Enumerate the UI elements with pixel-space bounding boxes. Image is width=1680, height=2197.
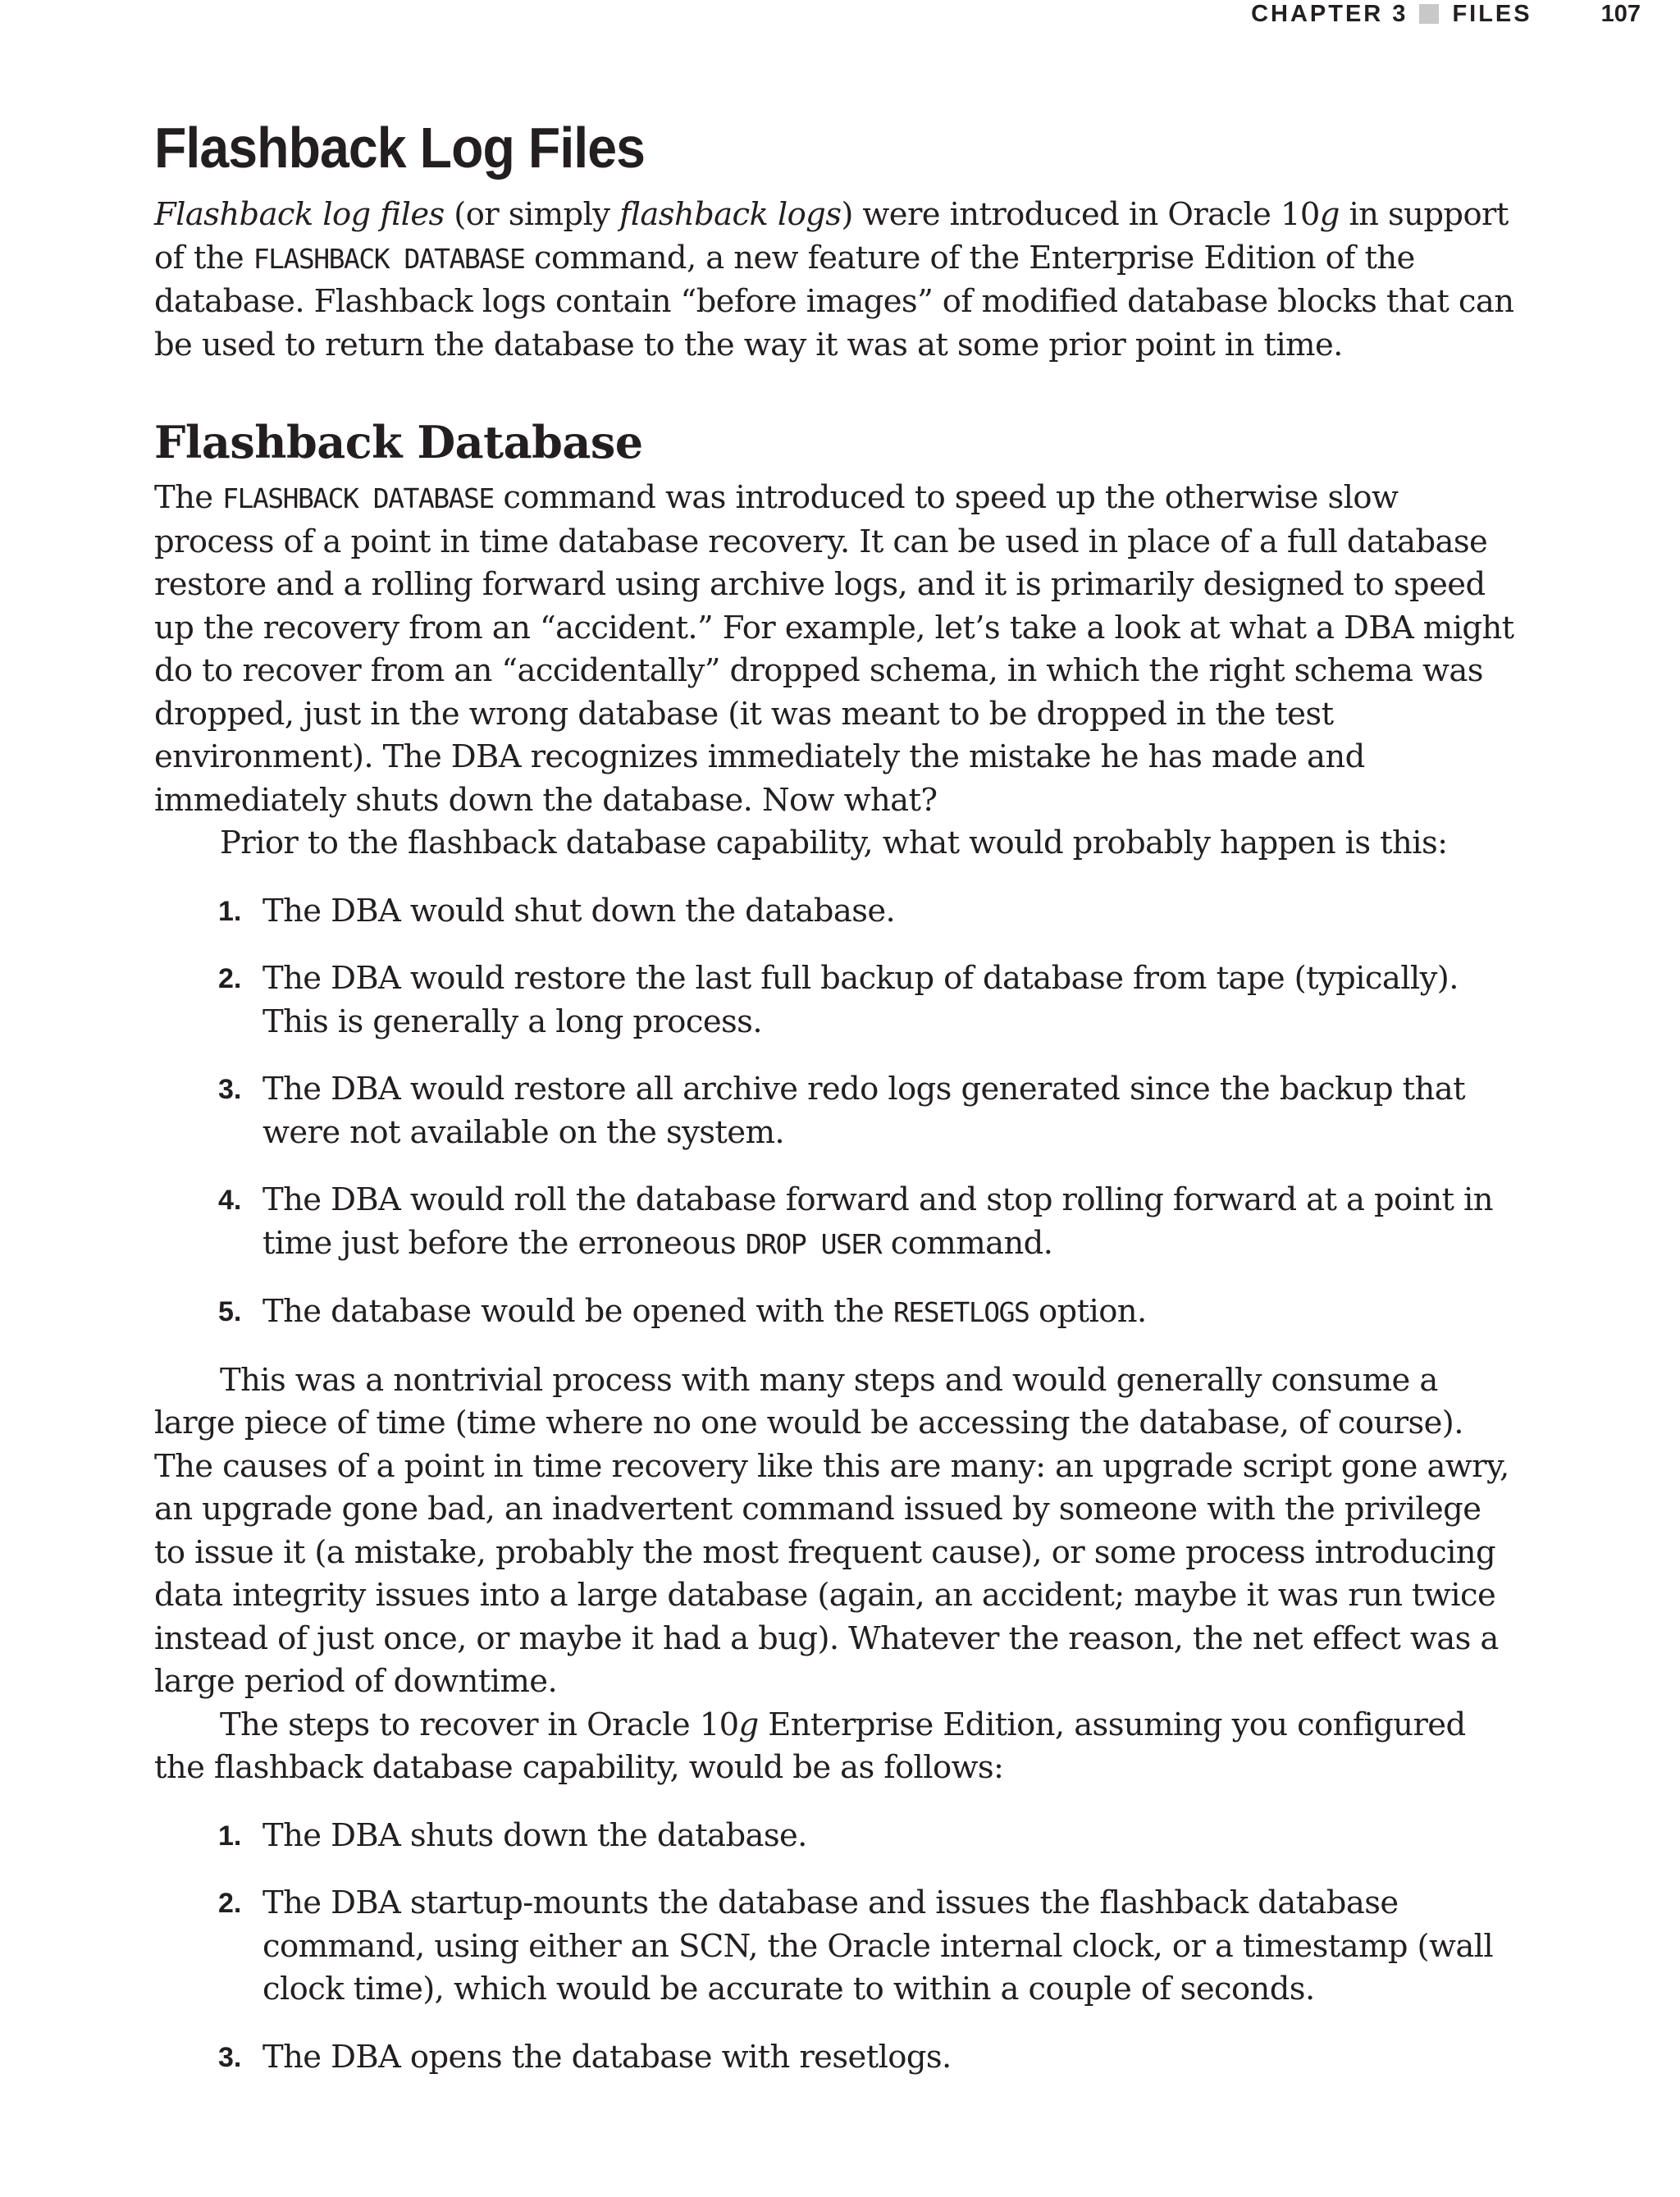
list-text: The DBA opens the database with resetlogs. (262, 2038, 952, 2076)
code-drop-user: DROP USER (745, 1227, 882, 1260)
list-number: 1. (218, 1820, 242, 1852)
recovery-steps-old (154, 890, 1516, 1335)
intro-text-4: command, a new feature of the Enterprise Edition of the database. Flashback logs contain “before images” of modified database blocks that can be used to return the database to the way it was at some prior point in time. (154, 239, 1514, 363)
para4-version-g: g (738, 1706, 759, 1743)
list-text: command. (881, 1224, 1053, 1262)
intro-text-2: ) were introduced in Oracle 10 (841, 196, 1320, 233)
term-flashback-logs: flashback logs (619, 196, 842, 233)
list-number: 1. (218, 895, 242, 927)
page-number: 107 (1600, 0, 1641, 27)
code-flashback-database: FLASHBACK DATABASE (253, 242, 525, 275)
paragraph-3: This was a nontrivial process with many steps and would generally consume a large piece of time (time where no one would be accessing the database, of course). The causes of a point in time recovery like this are many: an upgrade script gone awry, an upgrade gone bad, an inadvertent command issued by someone with the privilege to issue it (a mistake, probably the most frequent cause), or some process introducing data integrity issues into a large database (again, an accident; maybe it was run twice instead of just once, or maybe it had a bug). Whatever the reason, the net effect was a large period of downtime. (154, 1361, 1509, 1700)
paragraph-1 (154, 477, 1516, 822)
list-item (154, 1179, 1516, 1266)
para4-text-1: The steps to recover in Oracle 10 (220, 1706, 739, 1743)
running-header (1251, 0, 1641, 28)
chapter-label: CHAPTER 3 (1251, 0, 1408, 27)
list-number: 5. (218, 1296, 242, 1327)
paragraph-4 (154, 1704, 1516, 1790)
list-item (154, 890, 1516, 934)
list-text: The DBA would shut down the database. (262, 892, 896, 930)
list-item (154, 2036, 1516, 2080)
intro-paragraph (154, 194, 1516, 367)
list-number: 4. (218, 1185, 242, 1216)
section-label: FILES (1452, 0, 1532, 27)
paragraph-2: Prior to the flashback database capability, what would probably happen is this: (220, 824, 1448, 861)
para4-text-2: Enterprise Edition, assuming you configured the flashback database capability, would be as follows: (154, 1706, 1466, 1786)
para1-text-2: command was introduced to speed up the otherwise slow process of a point in time database recovery. It can be used in place of a full database restore and a rolling forward using archive logs, and it is primarily designed to speed up the recovery from an “accident.” For example, let’s take a look at what a DBA might do to recover from an “accidentally” dropped schema, in which the right schema was dropped, just in the wrong database (it was meant to be dropped in the test environment). The DBA recognizes immediately the mistake he has made and immediately shuts down the database. Now what? (154, 479, 1514, 819)
list-text: The database would be opened with the (262, 1293, 894, 1330)
list-item (154, 1068, 1516, 1154)
code-flashback-database-2: FLASHBACK DATABASE (222, 482, 494, 514)
list-item (154, 1290, 1516, 1335)
list-item (154, 1882, 1516, 2012)
list-item (154, 1815, 1516, 1858)
page-body (154, 108, 1516, 2079)
para1-text-1: The (154, 479, 223, 516)
list-text: The DBA would restore all archive redo logs generated since the backup that were not available on the system. (262, 1071, 1465, 1151)
list-item (154, 957, 1516, 1044)
list-number: 2. (218, 963, 242, 994)
code-resetlogs: RESETLOGS (893, 1296, 1029, 1328)
recovery-steps-flashback (154, 1815, 1516, 2080)
list-text: option. (1029, 1293, 1147, 1330)
intro-text-3: in support of the (154, 196, 1509, 276)
list-number: 2. (218, 1888, 242, 1919)
list-number: 3. (218, 2041, 242, 2073)
list-text: The DBA would restore the last full backup of database from tape (typically). This is generally a long process. (262, 960, 1459, 1040)
intro-text-1: (or simply (444, 196, 620, 233)
list-text: The DBA would roll the database forward and stop rolling forward at a point in time just before the erroneous (262, 1181, 1493, 1262)
list-number: 3. (218, 1074, 242, 1105)
term-flashback-log-files: Flashback log files (154, 196, 445, 233)
list-text: The DBA shuts down the database. (262, 1816, 807, 1854)
list-text: The DBA startup-mounts the database and issues the flashback database command, using either an SCN, the Oracle internal clock, or a timestamp (wall clock time), which would be accurate to within a couple of seconds. (262, 1884, 1494, 2007)
subsection-title: Flashback Database (154, 416, 643, 468)
header-square-icon (1419, 4, 1439, 24)
intro-version-g: g (1319, 196, 1340, 233)
section-title: Flashback Log Files (154, 116, 646, 180)
